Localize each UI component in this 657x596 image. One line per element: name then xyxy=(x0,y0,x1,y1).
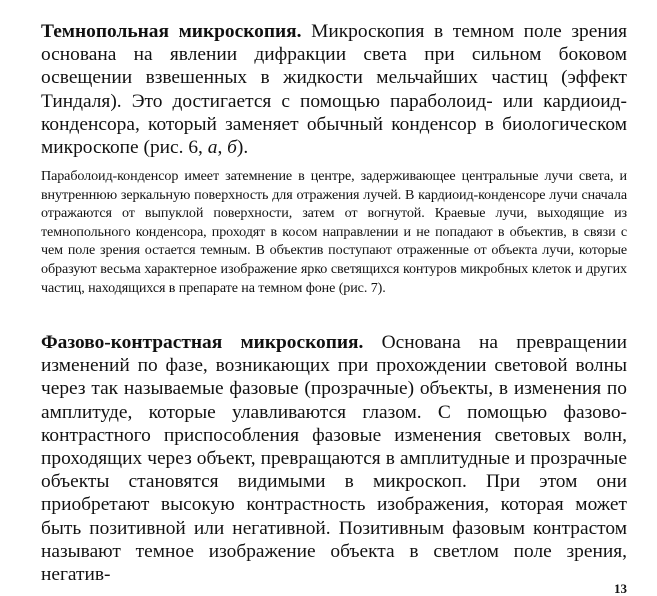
paragraph-condenser-note: Параболоид-конденсор имеет затемнение в центре, задерживающее центральные лучи света, и внутреннюю зеркальную поверхность для отражения лучей. В кардиоид-конденсоре лучи сначала отражаются от выпуклой поверхности, затем от вогнутой. Краевые лучи, выходящие из темнопольного конденсора, проходят в косом направлении и не попадают в объектив, в связи с чем поле зрения остается темным. В объектив поступают отраженные от объекта лучи, которые образуют весьма характерное изображение ярко светящихся контуров микробных клеток и других частиц, находящихся в препарате на темном фоне (рис. 7). xyxy=(41,168,627,296)
paragraph-text-phase-contrast: Основана на превращении изменений по фазе, возникающих при прохождении световой волны через так называемые фазовые (прозрачные) объекты, в изменения по амплитуде, которые улавливаются глазом. С помощью фазово-контрастного приспособления фазовые изменения световых волн, проходящих через объект, превращаются в амплитудные и прозрачные объекты становятся видимыми в микроскоп. При этом они приобретают высокую контрастность изображения, которая может быть позитивной или негативной. Позитивным фазовым контрастом называют темное изображение объекта в светлом поле зрения, негатив- xyxy=(41,332,627,586)
paragraph-darkfield-microscopy xyxy=(41,20,627,159)
figure-ref-a: а xyxy=(207,137,218,159)
paragraph-heading-darkfield: Темнопольная микроскопия. xyxy=(41,21,302,42)
figure-ref-separator: , xyxy=(217,137,228,159)
paragraph-text-darkfield: Микроскопия в темном поле зрения основана на явлении дифракции света при сильном боковом освещении взвешенных в жидкости мельчайших частиц (эффект Тиндаля). Это достигается с помощью параболоид- или кардиоид-конденсора, который заменяет обычный конденсор в биологическом микроскопе (рис. 6, xyxy=(41,21,628,159)
page-number: 13 xyxy=(614,581,627,596)
paragraph-heading-phase-contrast: Фазово-контрастная микроскопия. xyxy=(41,332,364,353)
figure-ref-b: б xyxy=(227,137,237,159)
paragraph-text-darkfield-end: ). xyxy=(236,137,249,159)
paragraph-phase-contrast-microscopy xyxy=(41,331,627,586)
